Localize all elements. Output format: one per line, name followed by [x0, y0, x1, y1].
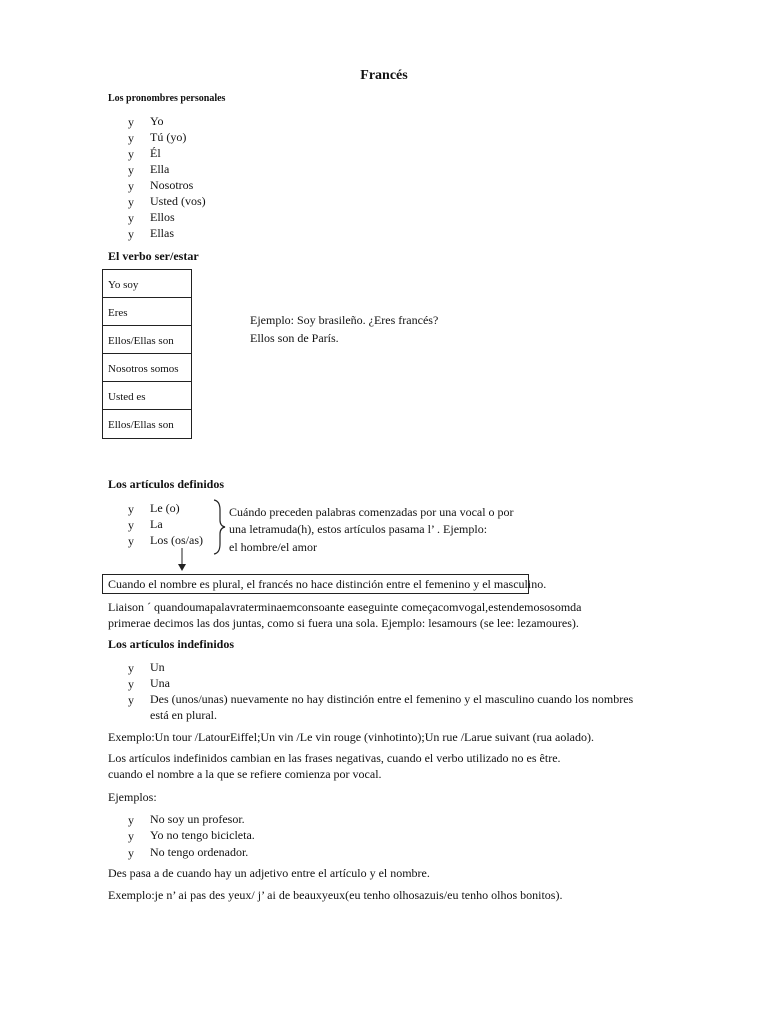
verb-example-line: Ellos son de París.	[250, 331, 339, 345]
bullet-marker: y	[128, 661, 134, 675]
indefinite-example: Exemplo:Un tour /LatourEiffel;Un vin /Le vin rouge (vinhotinto);Un rue /Larue suivant (rua aolado).	[108, 730, 594, 744]
final-example: Exemplo:je n’ ai pas des yeux/ j’ ai de beauxyeux(eu tenho olhosazuis/eu tenho olhos bonitos).	[108, 888, 563, 902]
bullet-marker: y	[128, 518, 134, 532]
bullet-marker: y	[128, 813, 134, 827]
list-item: Le (o)	[150, 501, 180, 515]
examples-label: Ejemplos:	[108, 790, 157, 804]
change-line: Los artículos indefinidos cambian en las frases negativas, cuando el verbo utilizado no es être.	[108, 751, 561, 765]
bullet-marker: y	[128, 693, 134, 707]
list-item: Un	[150, 660, 165, 674]
list-item: Los (os/as)	[150, 533, 203, 547]
list-item: Ella	[150, 162, 170, 176]
bullet-marker: y	[128, 846, 134, 860]
list-item: Des (unos/unas) nuevamente no hay distinción entre el femenino y el masculino cuando los nombres	[150, 692, 634, 706]
bullet-marker: y	[128, 502, 134, 516]
list-item: Una	[150, 676, 170, 690]
table-cell: Yo soy	[103, 270, 191, 298]
change-line: cuando el nombre a la que se refiere comienza por vocal.	[108, 767, 382, 781]
list-item: Ellos	[150, 210, 175, 224]
verb-conjugation-table	[102, 269, 192, 439]
bullet-marker: y	[128, 829, 134, 843]
table-cell: Ellos/Ellas son	[108, 419, 174, 431]
list-item: La	[150, 517, 163, 531]
bullet-marker: y	[128, 534, 134, 548]
list-item: Yo	[150, 114, 164, 128]
list-item: Nosotros	[150, 178, 194, 192]
des-note: Des pasa a de cuando hay un adjetivo entre el artículo y el nombre.	[108, 866, 430, 880]
list-item: No soy un profesor.	[150, 812, 245, 826]
list-item: Usted (vos)	[150, 194, 206, 208]
bullet-marker: y	[128, 195, 134, 209]
table-cell: Usted es	[103, 382, 191, 410]
table-cell: Nosotros somos	[103, 354, 191, 382]
list-item-continuation: está en plural.	[150, 708, 217, 722]
definite-note-line: una letramuda(h), estos artículos pasama l’ . Ejemplo:	[229, 522, 488, 536]
verb-example-line: Ejemplo: Soy brasileño. ¿Eres francés?	[250, 313, 439, 327]
bullet-marker: y	[128, 131, 134, 145]
bullet-marker: y	[128, 211, 134, 225]
curly-brace-icon	[210, 498, 230, 556]
pronouns-heading: Los pronombres personales	[108, 93, 226, 104]
bullet-marker: y	[128, 115, 134, 129]
table-cell: Ellos/Ellas son	[103, 326, 191, 354]
verb-heading: El verbo ser/estar	[108, 249, 199, 263]
page-title: Francés	[360, 68, 408, 83]
liaison-line: primerae decimos las dos juntas, como si fuera una sola. Ejemplo: lesamours (se lee: lezamoures).	[108, 616, 579, 630]
bullet-marker: y	[128, 677, 134, 691]
bullet-marker: y	[128, 227, 134, 241]
bullet-marker: y	[128, 163, 134, 177]
bullet-marker: y	[128, 147, 134, 161]
list-item: Él	[150, 146, 161, 160]
definite-heading: Los artículos definidos	[108, 477, 225, 491]
list-item: Tú (yo)	[150, 130, 187, 144]
plural-note: Cuando el nombre es plural, el francés no hace distinción entre el femenino y el masculino.	[108, 577, 547, 591]
list-item: Yo no tengo bicicleta.	[150, 828, 255, 842]
table-cell: Eres	[103, 298, 191, 326]
list-item: Ellas	[150, 226, 174, 240]
definite-note-line: el hombre/el amor	[229, 540, 317, 554]
liaison-line: Liaison ´ quandoumapalavraterminaemconsoante easeguinte começacomvogal,estendemososomda	[108, 600, 582, 614]
indefinite-heading: Los artículos indefinidos	[108, 637, 235, 651]
definite-note-line: Cuándo preceden palabras comenzadas por una vocal o por	[229, 505, 514, 519]
down-arrow-icon	[176, 548, 188, 572]
bullet-marker: y	[128, 179, 134, 193]
list-item: No tengo ordenador.	[150, 845, 249, 859]
